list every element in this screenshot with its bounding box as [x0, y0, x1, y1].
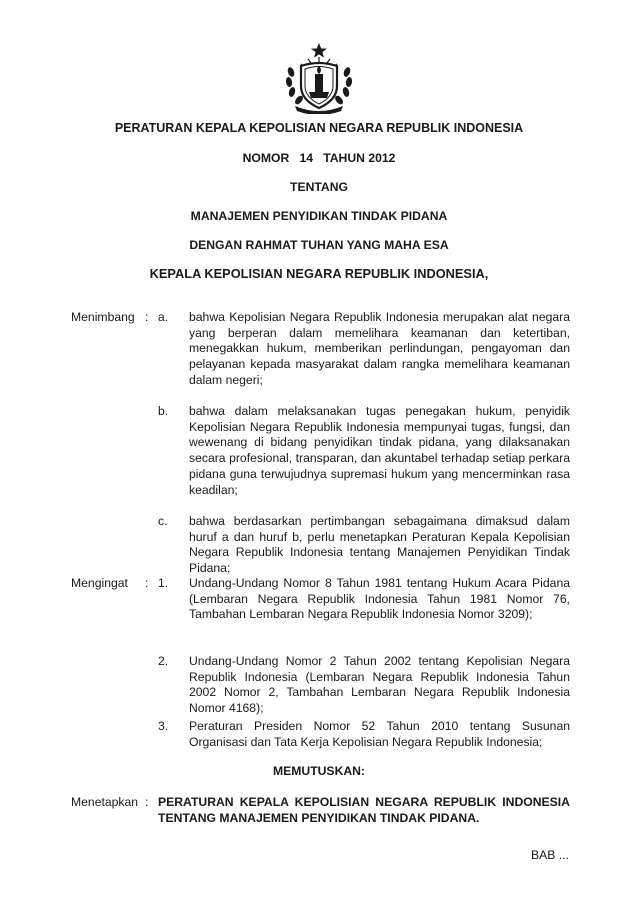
- tahun-label: TAHUN 2012: [323, 151, 396, 165]
- memutuskan-heading: MEMUTUSKAN:: [272, 764, 366, 778]
- item-marker: b.: [158, 404, 169, 418]
- item-marker: 2.: [158, 654, 169, 668]
- item-text: Peraturan Presiden Nomor 52 Tahun 2010 tentang Susunan Organisasi dan Tata Kerja Kepolisian Negara Republik Indonesia;: [189, 719, 570, 749]
- menimbang-colon: :: [145, 310, 149, 324]
- item-text: Undang-Undang Nomor 8 Tahun 1981 tentang Hukum Acara Pidana (Lembaran Negara Republik Indonesia Tahun 1981 Nomor 76, Tambahan Lembaran Negara Republik Indonesia Nomor 3209);: [189, 576, 570, 622]
- kepala-heading: KEPALA KEPOLISIAN NEGARA REPUBLIK INDONESIA,: [149, 266, 489, 281]
- mengingat-label: Mengingat: [71, 576, 128, 590]
- item-marker: 1.: [158, 576, 169, 590]
- mengingat-colon: :: [145, 576, 149, 590]
- regulation-number: [0, 151, 638, 165]
- item-marker: a.: [158, 310, 169, 324]
- item-marker: c.: [158, 514, 168, 528]
- item-text: Undang-Undang Nomor 2 Tahun 2002 tentang Kepolisian Negara Republik Indonesia (Lembaran Negara Republik Indonesia Tahun 2002 Nomor 2, Tambahan Lembaran Negara Republik Indonesia Nomor 4168);: [189, 654, 570, 716]
- rahmat-heading: DENGAN RAHMAT TUHAN YANG MAHA ESA: [189, 238, 449, 252]
- item-marker: 3.: [158, 719, 169, 733]
- item-text: bahwa dalam melaksanakan tugas penegakan hukum, penyidik Kepolisian Negara Republik Indonesia mempunyai tugas, fungsi, dan wewenang di bidang penyidikan tindak pidana, yang dilaksanakan secara profesional, transparan, dan akuntabel terhadap setiap perkara pidana guna terwujudnya supremasi hukum yang mencerminkan rasa keadilan;: [189, 404, 570, 497]
- nomor-label: NOMOR: [242, 151, 290, 165]
- police-emblem-icon: [281, 42, 357, 114]
- menetapkan-label: Menetapkan: [71, 795, 139, 809]
- regulation-subject: MANAJEMEN PENYIDIKAN TINDAK PIDANA: [190, 209, 448, 223]
- item-text: bahwa berdasarkan pertimbangan sebagaimana dimaksud dalam huruf a dan huruf b, perlu menetapkan Peraturan Kepala Kepolisian Negara Republik Indonesia tentang Manajemen Penyidikan Tindak Pidana;: [189, 514, 570, 576]
- menimbang-label: Menimbang: [71, 310, 135, 324]
- regulation-title: PERATURAN KEPALA KEPOLISIAN NEGARA REPUBLIK INDONESIA: [114, 121, 524, 135]
- tentang-heading: TENTANG: [290, 180, 348, 194]
- menetapkan-colon: :: [145, 795, 149, 809]
- continuation-marker: BAB ...: [531, 848, 569, 862]
- item-text: bahwa Kepolisian Negara Republik Indonesia merupakan alat negara yang berperan dalam memelihara keamanan dan ketertiban, menegakkan hukum, memberikan perlindungan, pengayoman dan pelayanan kepada masyarakat dalam rangka memelihara keamanan dalam negeri;: [189, 310, 570, 387]
- nomor-value: 14: [299, 151, 314, 165]
- menetapkan-text: PERATURAN KEPALA KEPOLISIAN NEGARA REPUBLIK INDONESIA TENTANG MANAJEMEN PENYIDIKAN TINDAK PIDANA.: [158, 795, 570, 825]
